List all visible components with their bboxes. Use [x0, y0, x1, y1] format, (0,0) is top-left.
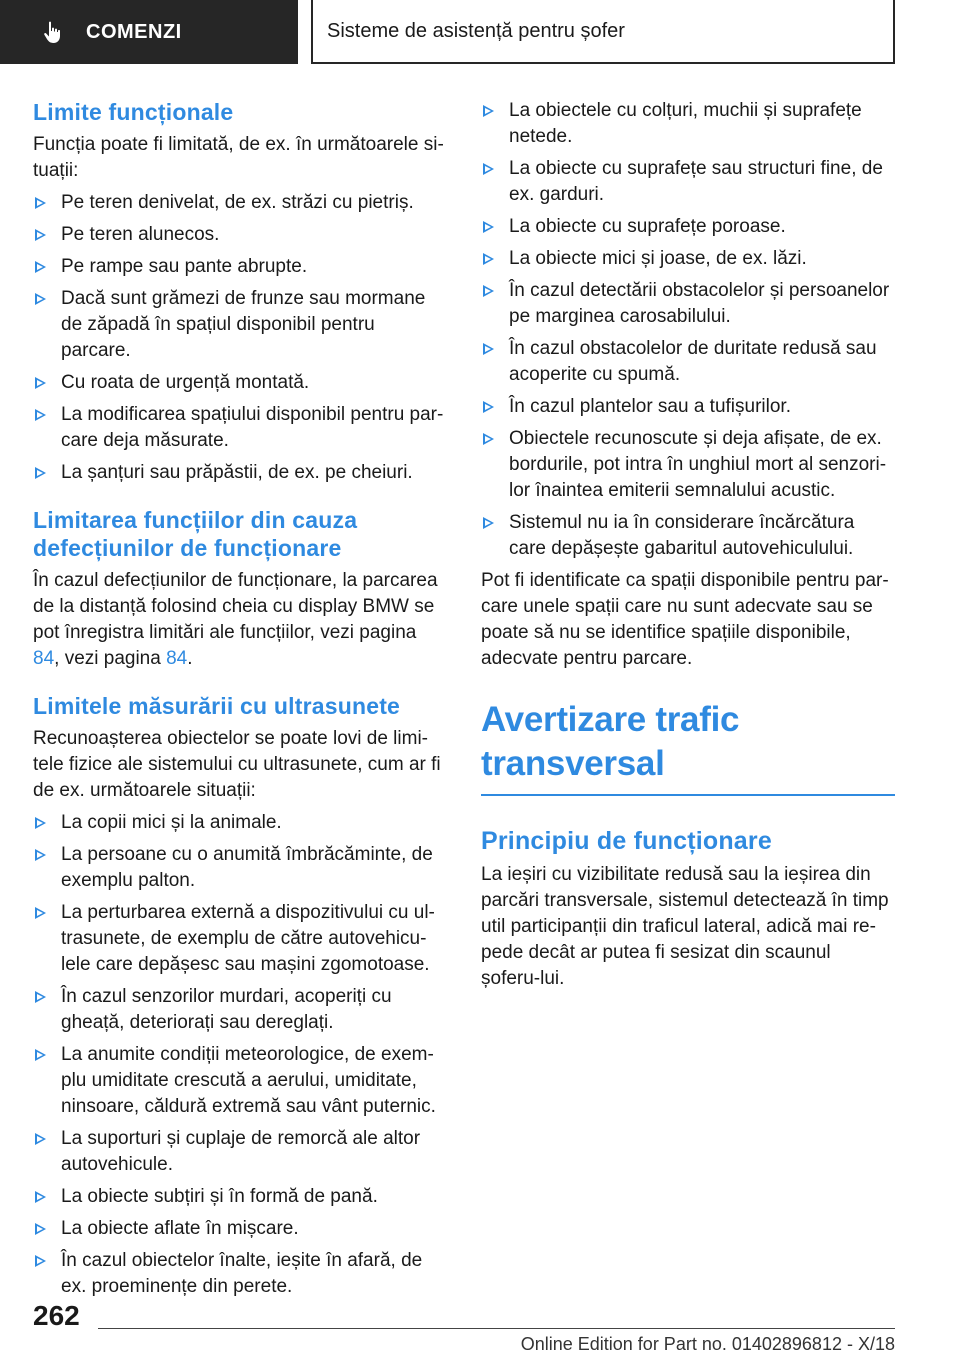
hand-pointer-icon [40, 19, 66, 45]
limits-heading: Limite funcționale [33, 99, 234, 125]
bullet-triangle-icon [35, 293, 46, 305]
bullet-triangle-icon [35, 197, 46, 209]
list-item: Cu roata de urgență montată. [33, 370, 447, 396]
list-item: La modificarea spațiului disponibil pentru par-care deja măsurate. [33, 402, 447, 454]
footer-divider [98, 1328, 895, 1329]
right-column [481, 98, 895, 998]
list-item: La șanțuri sau prăpăstii, de ex. pe cheiuri. [33, 460, 447, 486]
bullet-triangle-icon [483, 517, 494, 529]
principle-text: La ieșiri cu vizibilitate redusă sau la ieșirea din parcări transversale, sistemul detectează în timp util participanții din traficul lateral, adică mai re-pede decât ar putea fi sesizat din scaunul șoferu-lui. [481, 864, 889, 989]
list-item: La obiecte cu suprafețe sau structuri fine, de ex. garduri. [481, 156, 895, 208]
malfunction-heading: Limitarea funcțiilor din cauza defecțiunilor de funcționare [33, 507, 358, 561]
list-item: În cazul detectării obstacolelor și persoanelor pe marginea carosabilului. [481, 278, 895, 330]
list-item: La obiectele cu colțuri, muchii și suprafețe netede. [481, 98, 895, 150]
page-ref-link[interactable]: 84 [33, 648, 55, 669]
list-item: La suporturi și cuplaje de remorcă ale altor autovehicule. [33, 1126, 447, 1178]
bullet-triangle-icon [483, 221, 494, 233]
list-item: În cazul plantelor sau a tufișurilor. [481, 394, 895, 420]
cross-traffic-heading: Avertizare trafic transversal [481, 698, 895, 796]
bullet-triangle-icon [35, 1191, 46, 1203]
list-item: La obiecte mici și joase, de ex. lăzi. [481, 246, 895, 272]
list-item: La perturbarea externă a dispozitivului cu ul-trasunete, de exemplu de către autovehicu-lele care depășesc sau mașini zgomotoase. [33, 900, 447, 978]
bullet-triangle-icon [35, 907, 46, 919]
bullet-triangle-icon [35, 467, 46, 479]
list-item: La anumite condiții meteorologice, de exem-plu umiditate crescută a aerului, umiditate, ninsoare, căldură extremă sau vânt puternic. [33, 1042, 447, 1120]
section-title: COMENZI [86, 20, 182, 43]
bullet-triangle-icon [35, 849, 46, 861]
bullet-triangle-icon [483, 105, 494, 117]
list-item: La persoane cu o anumită îmbrăcăminte, de exemplu palton. [33, 842, 447, 894]
ultrasonic-list [33, 810, 447, 1300]
bullet-triangle-icon [35, 1255, 46, 1267]
bullet-triangle-icon [483, 253, 494, 265]
identify-text: Pot fi identificate ca spații disponibile pentru par-care unele spații care nu sunt adecvate sau se poate să nu se identifice spațiile disponibile, adecvate pentru parcare. [481, 570, 889, 669]
malfunction-text: În cazul defecțiunilor de funcționare, la parcarea de la distanță folosind cheia cu display BMW se pot înregistra limitări ale funcțiilor, vezi pagina 84, vezi pagina 84. [33, 570, 438, 669]
bullet-triangle-icon [35, 377, 46, 389]
bullet-triangle-icon [35, 409, 46, 421]
principle-heading: Principiu de funcționare [481, 827, 772, 855]
list-item: Pe teren denivelat, de ex. străzi cu pietriș. [33, 190, 447, 216]
list-item: La copii mici și la animale. [33, 810, 447, 836]
list-item: Pe rampe sau pante abrupte. [33, 254, 447, 280]
list-item: În cazul senzorilor murdari, acoperiți cu gheață, deteriorați sau dereglați. [33, 984, 447, 1036]
list-item: Sistemul nu ia în considerare încărcătura care depășește gabaritul autovehiculului. [481, 510, 895, 562]
chapter-title: Sisteme de asistență pentru șofer [311, 0, 895, 64]
bullet-triangle-icon [483, 343, 494, 355]
left-column [33, 98, 447, 1306]
bullet-triangle-icon [35, 261, 46, 273]
page-ref-link[interactable]: 84 [166, 648, 188, 669]
list-item: Pe teren alunecos. [33, 222, 447, 248]
bullet-triangle-icon [483, 163, 494, 175]
bullet-triangle-icon [483, 285, 494, 297]
bullet-triangle-icon [35, 991, 46, 1003]
limits-list [33, 190, 447, 486]
list-item: În cazul obiectelor înalte, ieșite în afară, de ex. proeminențe din perete. [33, 1248, 447, 1300]
list-item: Obiectele recunoscute și deja afișate, de ex. bordurile, pot intra în unghiul mort al senzori-lor înaintea emiterii semnalului acustic. [481, 426, 895, 504]
list-item: În cazul obstacolelor de duritate redusă sau acoperite cu spumă. [481, 336, 895, 388]
bullet-triangle-icon [35, 229, 46, 241]
limits-intro: Funcția poate fi limitată, de ex. în următoarele si-tuații: [33, 134, 444, 181]
list-item: La obiecte aflate în mișcare. [33, 1216, 447, 1242]
bullet-triangle-icon [35, 817, 46, 829]
bullet-triangle-icon [35, 1133, 46, 1145]
ultrasonic-heading: Limitele măsurării cu ultrasunete [33, 693, 401, 719]
list-item: La obiecte cu suprafețe poroase. [481, 214, 895, 240]
bullet-triangle-icon [35, 1223, 46, 1235]
objects-list [481, 98, 895, 562]
section-tab [0, 0, 298, 64]
ultrasonic-intro: Recunoașterea obiectelor se poate lovi de limi-tele fizice ale sistemului cu ultrasunete, cum ar fi de ex. următoarele situații: [33, 728, 441, 801]
edition-note: Online Edition for Part no. 01402896812 - X/18 [520, 1334, 895, 1354]
list-item: La obiecte subțiri și în formă de pană. [33, 1184, 447, 1210]
list-item: Dacă sunt grămezi de frunze sau mormane de zăpadă în spațiul disponibil pentru parcare. [33, 286, 447, 364]
bullet-triangle-icon [483, 401, 494, 413]
bullet-triangle-icon [483, 433, 494, 445]
bullet-triangle-icon [35, 1049, 46, 1061]
page-number: 262 [33, 1300, 80, 1331]
